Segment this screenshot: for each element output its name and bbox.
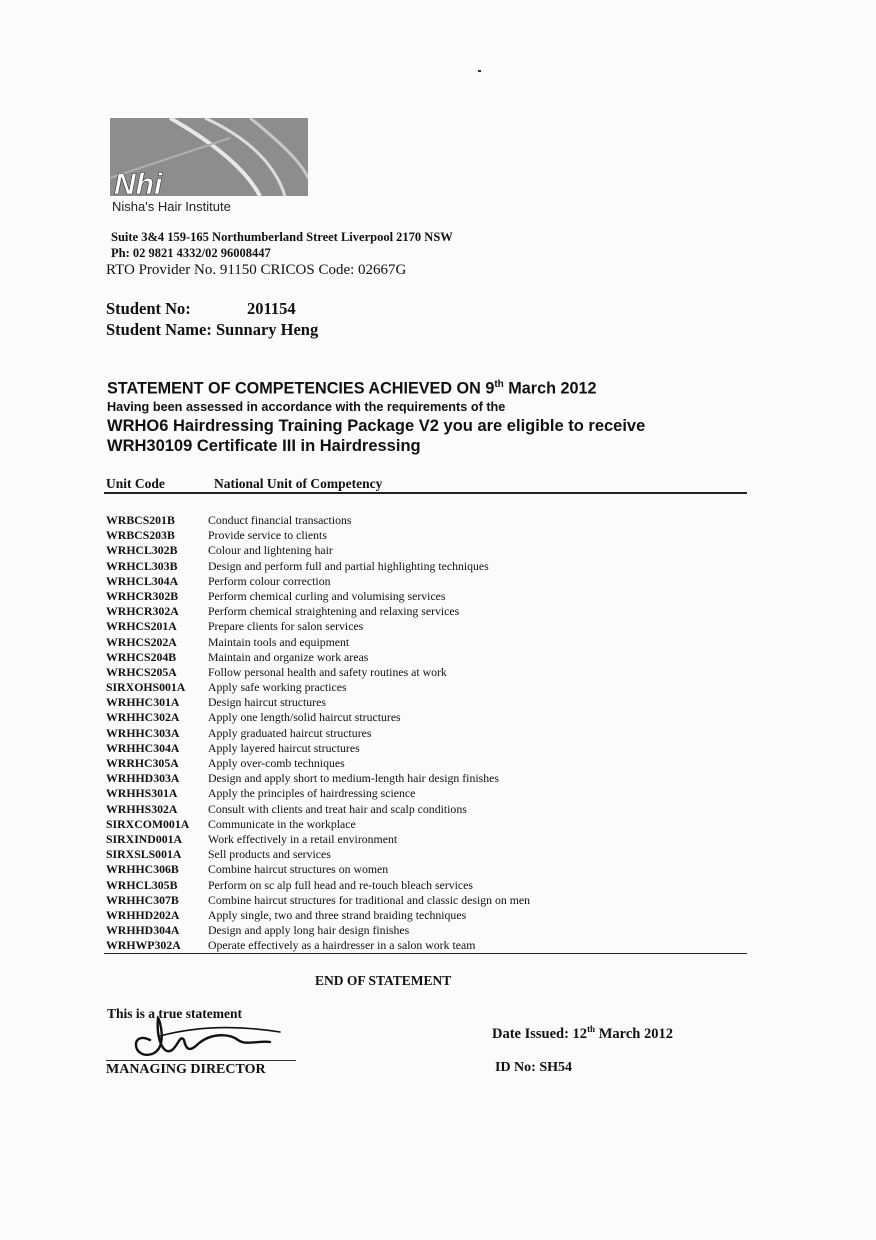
unit-code: WRBCS201B: [106, 513, 175, 527]
table-row: [106, 513, 746, 528]
unit-name: Design and apply long hair design finishes: [208, 923, 410, 938]
unit-name: Consult with clients and treat hair and scalp conditions: [208, 801, 467, 816]
unit-name: Perform colour correction: [208, 573, 331, 588]
unit-name: Work effectively in a retail environment: [208, 831, 398, 846]
unit-code: WRBCS203B: [106, 528, 175, 543]
header-divider: [104, 492, 747, 494]
unit-code: WRHCL305B: [106, 877, 178, 892]
table-row: [106, 893, 746, 908]
unit-code: WRHHD303A: [106, 771, 180, 786]
table-row: [106, 604, 746, 619]
table-row: [106, 710, 746, 725]
table-row: [106, 665, 746, 680]
table-row: [106, 923, 746, 938]
unit-name: Perform chemical curling and volumising services: [208, 588, 446, 603]
logo-mark-text: Nhi: [114, 168, 163, 201]
table-row: [106, 878, 746, 893]
phone-line: Ph: 02 9821 4332/02 96008447: [111, 246, 271, 260]
table-row: [106, 695, 746, 710]
address-line: Suite 3&4 159-165 Northumberland Street Liverpool 2170 NSW: [111, 230, 453, 244]
title-date-text: March 2012: [503, 379, 597, 398]
table-row: [106, 619, 746, 634]
unit-name: Apply single, two and three strand braiding techniques: [208, 907, 467, 922]
table-row: [106, 847, 746, 862]
unit-code: WRHHC302A: [106, 710, 180, 725]
unit-name: Apply the principles of hairdressing science: [208, 786, 416, 801]
unit-name: Design haircut structures: [208, 695, 326, 710]
student-number-label: Student No:: [106, 299, 191, 318]
unit-code: WRHHC304A: [106, 740, 180, 755]
unit-code: WRRHC305A: [106, 756, 179, 770]
table-row: [106, 771, 746, 786]
table-row: [106, 832, 746, 847]
unit-name: Apply safe working practices: [208, 680, 347, 695]
unit-code: WRHHC306B: [106, 862, 179, 877]
table-row: [106, 938, 746, 953]
table-row: [106, 528, 746, 543]
table-row: [106, 862, 746, 877]
unit-name: Prepare clients for salon services: [208, 619, 364, 634]
unit-name: Communicate in the workplace: [208, 816, 356, 831]
unit-name: Maintain and organize work areas: [208, 649, 369, 664]
table-row: [106, 817, 746, 832]
table-row: [106, 589, 746, 604]
assessment-line: Having been assessed in accordance with the requirements of the: [107, 400, 506, 414]
scan-speck: [478, 70, 481, 72]
unit-code: WRHCS204B: [106, 649, 177, 664]
table-row: [106, 726, 746, 741]
unit-name: Perform chemical straightening and relaxing services: [208, 604, 460, 619]
title-superscript: th: [494, 379, 504, 390]
logo-name-text: Nisha's Hair Institute: [112, 199, 231, 214]
table-row: [106, 756, 746, 771]
unit-name: Apply one length/solid haircut structures: [208, 710, 401, 725]
unit-code: WRHCS205A: [106, 664, 177, 679]
unit-name: Perform on sc alp full head and re-touch bleach services: [208, 877, 473, 892]
unit-code: WRHCS201A: [106, 619, 177, 634]
unit-code: WRHHS302A: [106, 801, 178, 816]
unit-name: Provide service to clients: [208, 528, 327, 543]
rto-provider-line: RTO Provider No. 91150 CRICOS Code: 02667G: [106, 262, 407, 278]
competency-list: [106, 513, 746, 953]
unit-code: WRHHD202A: [106, 907, 180, 922]
signature-line: [106, 1060, 296, 1061]
table-row: [106, 802, 746, 817]
column-header-unit-name: National Unit of Competency: [214, 476, 383, 491]
unit-code: SIRXCOM001A: [106, 816, 190, 831]
date-issued: [492, 1024, 673, 1043]
certificate-line: WRH30109 Certificate III in Hairdressing: [107, 437, 421, 455]
unit-code: WRHHS301A: [106, 786, 178, 801]
unit-code: SIRXOHS001A: [106, 680, 186, 695]
unit-name: Design and perform full and partial highlighting techniques: [208, 558, 489, 573]
student-number-value: 201154: [247, 299, 296, 318]
unit-name: Apply over-comb techniques: [208, 756, 345, 770]
unit-name: Conduct financial transactions: [208, 513, 352, 527]
unit-code: SIRXIND001A: [106, 831, 183, 846]
unit-code: WRHHC303A: [106, 725, 180, 740]
logo-graphic: [110, 118, 308, 216]
table-row: [106, 543, 746, 558]
unit-name: Combine haircut structures on women: [208, 862, 389, 877]
unit-name: Apply graduated haircut structures: [208, 725, 372, 740]
unit-name: Apply layered haircut structures: [208, 740, 360, 755]
unit-name: Maintain tools and equipment: [208, 634, 350, 649]
unit-name: Operate effectively as a hairdresser in a salon work team: [208, 938, 476, 953]
director-signature: [120, 1010, 295, 1062]
date-issued-text: Date Issued: 12: [492, 1025, 588, 1042]
column-header-unit-code: Unit Code: [106, 476, 165, 491]
unit-code: WRHCR302B: [106, 588, 179, 603]
unit-code: WRHCL304A: [106, 573, 179, 588]
signatory-title: MANAGING DIRECTOR: [106, 1062, 266, 1077]
table-row: [106, 635, 746, 650]
institute-logo: [110, 118, 308, 216]
unit-code: WRHHC307B: [106, 892, 179, 907]
end-of-statement: END OF STATEMENT: [315, 973, 452, 988]
unit-name: Design and apply short to medium-length hair design finishes: [208, 771, 499, 786]
student-number: [106, 299, 296, 319]
unit-code: WRHCL303B: [106, 558, 178, 573]
unit-code: SIRXSLS001A: [106, 847, 182, 862]
table-row: [106, 680, 746, 695]
unit-name: Combine haircut structures for traditional and classic design on men: [208, 892, 531, 907]
unit-code: WRHHC301A: [106, 695, 180, 710]
table-row: [106, 574, 746, 589]
title-text: STATEMENT OF COMPETENCIES ACHIEVED ON 9: [107, 379, 495, 398]
table-row: [106, 741, 746, 756]
training-package-line: WRHO6 Hairdressing Training Package V2 you are eligible to receive: [107, 417, 646, 435]
unit-name: Colour and lightening hair: [208, 543, 333, 558]
unit-code: WRHHD304A: [106, 923, 180, 938]
date-superscript: th: [587, 1024, 596, 1034]
student-name: Student Name: Sunnary Heng: [106, 320, 319, 339]
table-row: [106, 559, 746, 574]
unit-code: WRHCR302A: [106, 604, 179, 619]
unit-name: Follow personal health and safety routines at work: [208, 664, 447, 679]
date-month-year: March 2012: [595, 1025, 673, 1042]
table-row: [106, 786, 746, 801]
table-row: [106, 650, 746, 665]
statement-title: [107, 379, 596, 398]
unit-code: WRHWP302A: [106, 938, 181, 953]
unit-code: WRHCS202A: [106, 634, 177, 649]
table-bottom-divider: [104, 953, 747, 954]
unit-code: WRHCL302B: [106, 543, 178, 558]
table-row: [106, 908, 746, 923]
unit-name: Sell products and services: [208, 847, 331, 862]
true-statement-text: This is a true statement: [107, 1006, 242, 1021]
id-number: ID No: SH54: [495, 1060, 573, 1075]
